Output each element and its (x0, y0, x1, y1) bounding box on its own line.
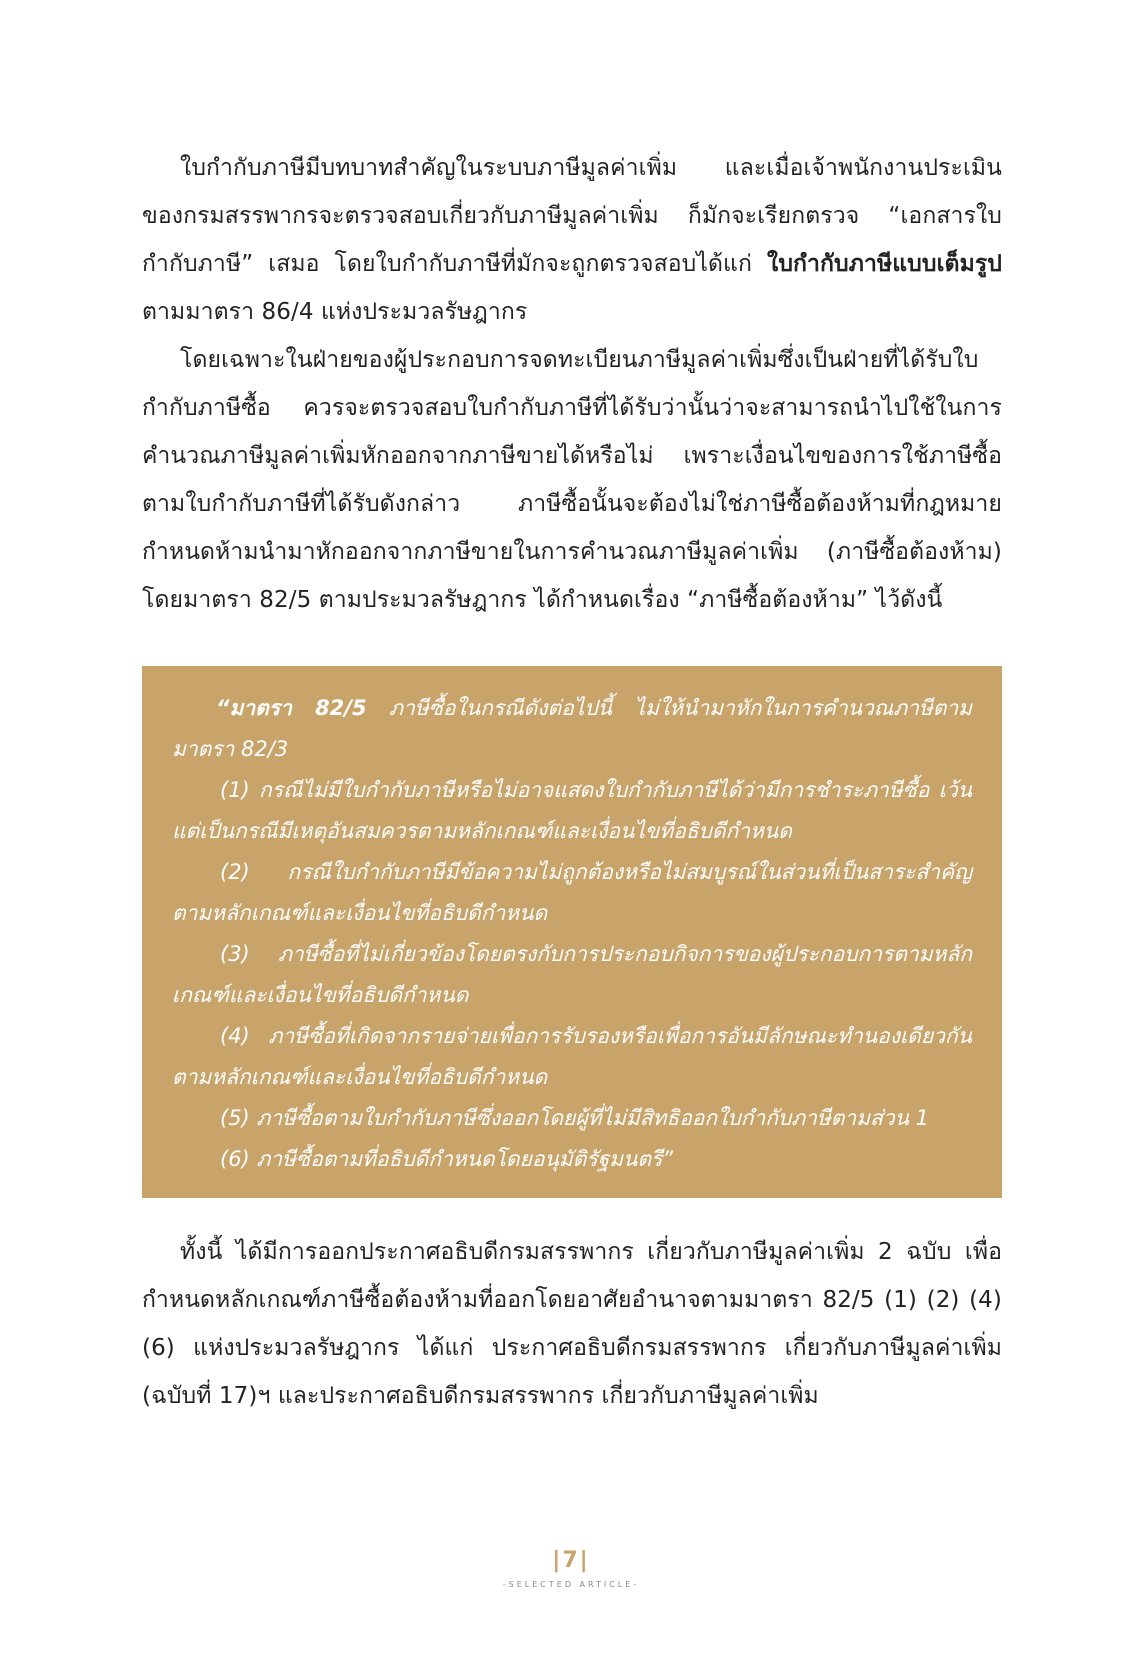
article-body (142, 144, 1002, 1420)
quote-item: (2) กรณีใบกำกับภาษีมีข้อความไม่ถูกต้องหรือไม่สมบูรณ์ในส่วนที่เป็นสาระสำคัญตามหลักเกณฑ์และเงื่อนไขที่อธิบดีกำหนด (172, 860, 972, 925)
law-quote-box (142, 666, 1002, 1198)
quote-section-number: “มาตรา 82/5 (216, 696, 367, 720)
page-number: |7| (552, 1548, 590, 1573)
quote-heading (172, 688, 972, 770)
paragraph-intro-text-a: ใบกำกับภาษีมีบทบาทสำคัญในระบบภาษีมูลค่าเพิ่ม และเมื่อเจ้าพนักงานประเมินของกรมสรรพากรจะตรวจสอบเกี่ยวกับภาษีมูลค่าเพิ่ม ก็มักจะเรียกตรวจ “เอกสารใบกำกับภาษี” เสมอ โดยใบกำกับภาษีที่มักจะถูกตรวจสอบได้แก่ (142, 155, 1002, 277)
footer-label: -SELECTED ARTICLE- (502, 1580, 640, 1589)
quote-item: (3) ภาษีซื้อที่ไม่เกี่ยวข้องโดยตรงกับการประกอบกิจการของผู้ประกอบการตามหลักเกณฑ์และเงื่อนไขที่อธิบดีกำหนด (172, 942, 972, 1007)
paragraph-intro-bold: ใบกำกับภาษีแบบเต็มรูป (767, 251, 1002, 277)
paragraph-purchase-tax: โดยเฉพาะในฝ่ายของผู้ประกอบการจดทะเบียนภาษีมูลค่าเพิ่มซึ่งเป็นฝ่ายที่ได้รับใบกำกับภาษีซื้อ ควรจะตรวจสอบใบกำกับภาษีที่ได้รับว่านั้นว่าจะสามารถนำไปใช้ในการคำนวณภาษีมูลค่าเพิ่มหักออกจากภาษีขายได้หรือไม่ เพราะเงื่อนไขของการใช้ภาษีซื้อตามใบกำกับภาษีที่ได้รับดังกล่าว ภาษีซื้อนั้นจะต้องไม่ใช่ภาษีซื้อต้องห้ามที่กฎหมายกำหนดห้ามนำมาหักออกจากภาษีขายในการคำนวณภาษีมูลค่าเพิ่ม (ภาษีซื้อต้องห้าม) โดยมาตรา 82/5 ตามประมวลรัษฎากร ได้กำหนดเรื่อง “ภาษีซื้อต้องห้าม” ไว้ดังนี้ (142, 347, 1002, 613)
quote-item: (5) ภาษีซื้อตามใบกำกับภาษีซึ่งออกโดยผู้ที่ไม่มีสิทธิออกใบกำกับภาษีตามส่วน 1 (220, 1106, 930, 1130)
paragraph-announcements: ทั้งนี้ ได้มีการออกประกาศอธิบดีกรมสรรพากร เกี่ยวกับภาษีมูลค่าเพิ่ม 2 ฉบับ เพื่อกำหนดหลักเกณฑ์ภาษีซื้อต้องห้ามที่ออกโดยอาศัยอำนาจตามมาตรา 82/5 (1) (2) (4) (6) แห่งประมวลรัษฎากร ได้แก่ ประกาศอธิบดีกรมสรรพากร เกี่ยวกับภาษีมูลค่าเพิ่ม (ฉบับที่ 17)ฯ และประกาศอธิบดีกรมสรรพากร เกี่ยวกับภาษีมูลค่าเพิ่ม (142, 1239, 1002, 1409)
paragraph-intro-text-b: ตามมาตรา 86/4 แห่งประมวลรัษฎากร (142, 299, 528, 325)
quote-item: (6) ภาษีซื้อตามที่อธิบดีกำหนดโดยอนุมัติรัฐมนตรี” (220, 1147, 674, 1171)
quote-item: (4) ภาษีซื้อที่เกิดจากรายจ่ายเพื่อการรับรองหรือเพื่อการอันมีลักษณะทำนองเดียวกันตามหลักเกณฑ์และเงื่อนไขที่อธิบดีกำหนด (172, 1024, 972, 1089)
quote-item: (1) กรณีไม่มีใบกำกับภาษีหรือไม่อาจแสดงใบกำกับภาษีได้ว่ามีการชำระภาษีซื้อ เว้นแต่เป็นกรณีมีเหตุอันสมควรตามหลักเกณฑ์และเงื่อนไขที่อธิบดีกำหนด (172, 778, 972, 843)
paragraph-intro (142, 144, 1002, 336)
quote-heading-text: ภาษีซื้อในกรณีดังต่อไปนี้ ไม่ให้นำมาหักในการคำนวณภาษีตามมาตรา 82/3 (172, 696, 973, 761)
